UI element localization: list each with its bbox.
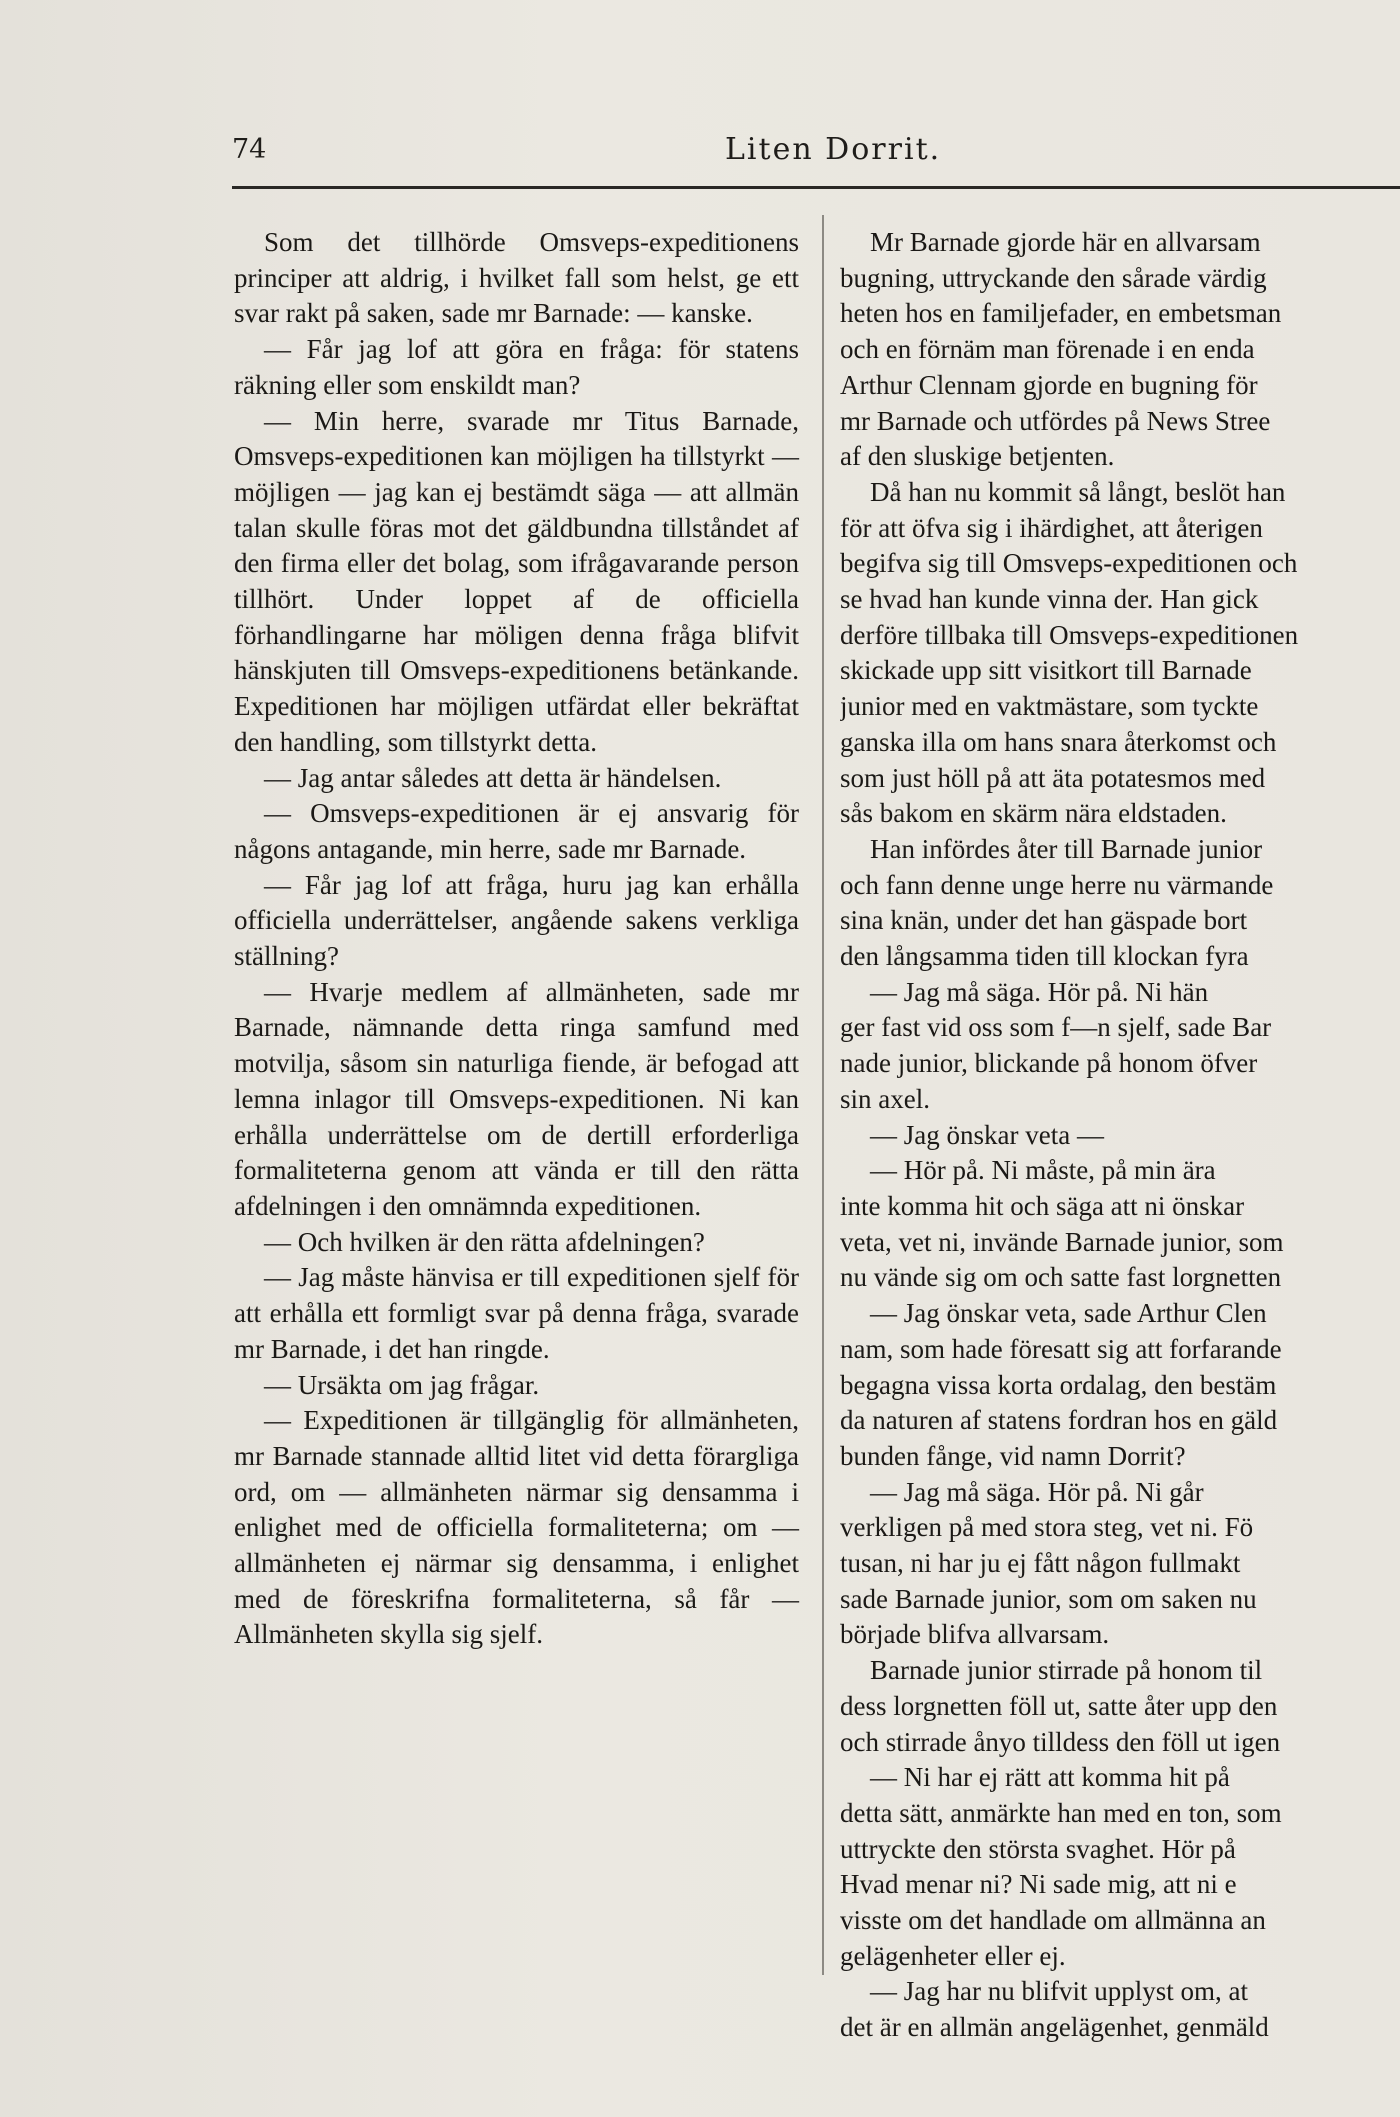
text-line: och fann denne unge herre nu värmande [840,869,1274,900]
text-line: begifva sig till Omsveps-expeditionen och [840,548,1298,579]
paragraph: — Och hvilken är den rätta afdelningen? [264,1226,705,1257]
page-header [232,132,1400,172]
text-line: för att öfva sig i ihärdighet, att återigen [840,512,1263,543]
text-line: Barnade junior stirrade på honom til [870,1655,1263,1686]
page-number: 74 [232,134,267,165]
text-line: verkligen på med stora steg, vet ni. Fö [840,1512,1254,1543]
text-line: uttryckte den största svaghet. Hör på [840,1833,1236,1864]
paragraph: — Ursäkta om jag frågar. [264,1369,540,1400]
column-divider [822,215,824,1975]
header-rule [232,186,1400,189]
text-line: begagna vissa korta ordalag, den bestäm [840,1369,1277,1400]
text-line: det är en allmän angelägenhet, genmäld [840,2012,1269,2043]
text-line: mr Barnade och utfördes på News Stree [840,405,1271,436]
paragraph: — Jag antar således att detta är händelsen. [264,762,722,793]
text-line: af den sluskige betjenten. [840,441,1115,472]
paragraph: — Får jag lof att göra en fråga: för statens räkning eller som enskildt man? [234,334,799,400]
text-line: sås bakom en skärm nära eldstaden. [840,798,1227,829]
text-line: — Jag önskar veta — [870,1119,1104,1150]
paragraph: — Min herre, svarade mr Titus Barnade, Omsveps-expeditionen kan möjligen ha tillstyrkt — möjligen — jag kan ej bestämdt säga — att allmän talan skulle föras mot det gäldbundna tillståndet af den firma eller det bolag, som ifrågavarande person tillhört. Under loppet af de officiella förhandlingarne har möligen denna fråga blifvit hänskjuten till Omsveps-expeditionens betänkande. Expeditionen har möjligen utfärdat eller bekräftat den handling, som tillstyrkt detta. [234,405,799,757]
text-line: och stirrade ånyo tilldess den föll ut igen [840,1726,1281,1757]
text-line: gelägenheter eller ej. [840,1940,1066,1971]
text-line: bugning, uttryckande den sårade värdig [840,262,1267,293]
left-column [234,225,799,1653]
text-line: bunden fånge, vid namn Dorrit? [840,1440,1186,1471]
running-title: Liten Dorrit. [725,132,942,167]
paragraph: Som det tillhörde Omsveps-expeditionens principer att aldrig, i hvilket fall som helst, ge ett svar rakt på saken, sade mr Barnade: — kanske. [234,227,799,329]
text-line: visste om det handlade om allmänna an [840,1905,1266,1936]
paragraph: — Omsveps-expeditionen är ej ansvarig för någons antagande, min herre, sade mr Barnade. [234,798,799,864]
text-line: — Hör på. Ni måste, på min ära [870,1155,1216,1186]
text-line: — Jag har nu blifvit upplyst om, at [870,1976,1248,2007]
text-line: Hvad menar ni? Ni sade mig, att ni e [840,1869,1237,1900]
text-line: och en förnäm man förenade i en enda [840,334,1255,365]
right-column [840,225,1400,2046]
text-line: Han infördes åter till Barnade junior [870,833,1263,864]
text-line: derföre tillbaka till Omsveps-expeditionen [840,619,1299,650]
text-line: heten hos en familjefader, en embetsman [840,298,1282,329]
paragraph: — Får jag lof att fråga, huru jag kan erhålla officiella underrättelser, angående sakens verkliga ställning? [234,869,799,972]
text-line: började blifva allvarsam. [840,1619,1110,1650]
text-line: — Ni har ej rätt att komma hit på [870,1762,1230,1793]
text-line: dess lorgnetten föll ut, satte åter upp den [840,1690,1278,1721]
text-line: — Jag må säga. Hör på. Ni går [870,1476,1204,1507]
text-line: ger fast vid oss som f—n sjelf, sade Bar [840,1012,1272,1043]
text-line: — Jag må säga. Hör på. Ni hän [870,976,1209,1007]
paragraph: — Expeditionen är tillgänglig för allmänheten, mr Barnade stannade alltid litet vid detta förargliga ord, om — allmänheten närmar sig densamma i enlighet med de officiella formaliteterna; om — allmänheten ej närmar sig densamma, i enlighet med de föreskrifna formaliteterna, så får — Allmänheten skylla sig sjelf. [234,1405,799,1650]
text-line: veta, vet ni, invände Barnade junior, som [840,1226,1284,1257]
text-line: nade junior, blickande på honom öfver [840,1048,1258,1079]
text-line: den långsamma tiden till klockan fyra [840,941,1249,972]
text-line: inte komma hit och säga att ni önskar [840,1190,1245,1221]
paragraph: — Hvarje medlem af allmänheten, sade mr Barnade, nämnande detta ringa samfund med motvilja, såsom sin naturliga fiende, är befogad att lemna inlagor till Omsveps-expeditionen. Ni kan erhålla underrättelse om de dertill erforderliga formaliteterna genom att vända er till den rätta afdelningen i den omnämnda expeditionen. [234,976,799,1221]
text-line: Då han nu kommit så långt, beslöt han [870,476,1286,507]
text-line: se hvad han kunde vinna der. Han gick [840,584,1259,615]
text-line: da naturen af statens fordran hos en gäld [840,1405,1278,1436]
text-line: tusan, ni har ju ej fått någon fullmakt [840,1548,1241,1579]
paragraph: — Jag måste hänvisa er till expeditionen sjelf för att erhålla ett formligt svar på denna fråga, svarade mr Barnade, i det han ringde. [234,1262,799,1364]
text-line: Mr Barnade gjorde här en allvarsam [870,227,1261,257]
text-line: sina knän, under det han gäspade bort [840,905,1248,936]
text-line: skickade upp sitt visitkort till Barnade [840,655,1252,686]
text-line: junior med en vaktmästare, som tyckte [840,691,1259,722]
text-line: nam, som hade föresatt sig att forfarande [840,1333,1282,1364]
text-line: nu vände sig om och satte fast lorgnetten [840,1262,1282,1293]
text-line: detta sätt, anmärkte han med en ton, som [840,1797,1282,1828]
text-line: som just höll på att äta potatesmos med [840,762,1266,793]
text-line: Arthur Clennam gjorde en bugning för [840,369,1258,400]
text-line: sin axel. [840,1083,930,1114]
text-line: ganska illa om hans snara återkomst och [840,726,1277,757]
text-line: — Jag önskar veta, sade Arthur Clen [870,1298,1267,1329]
text-line: sade Barnade junior, som om saken nu [840,1583,1257,1614]
